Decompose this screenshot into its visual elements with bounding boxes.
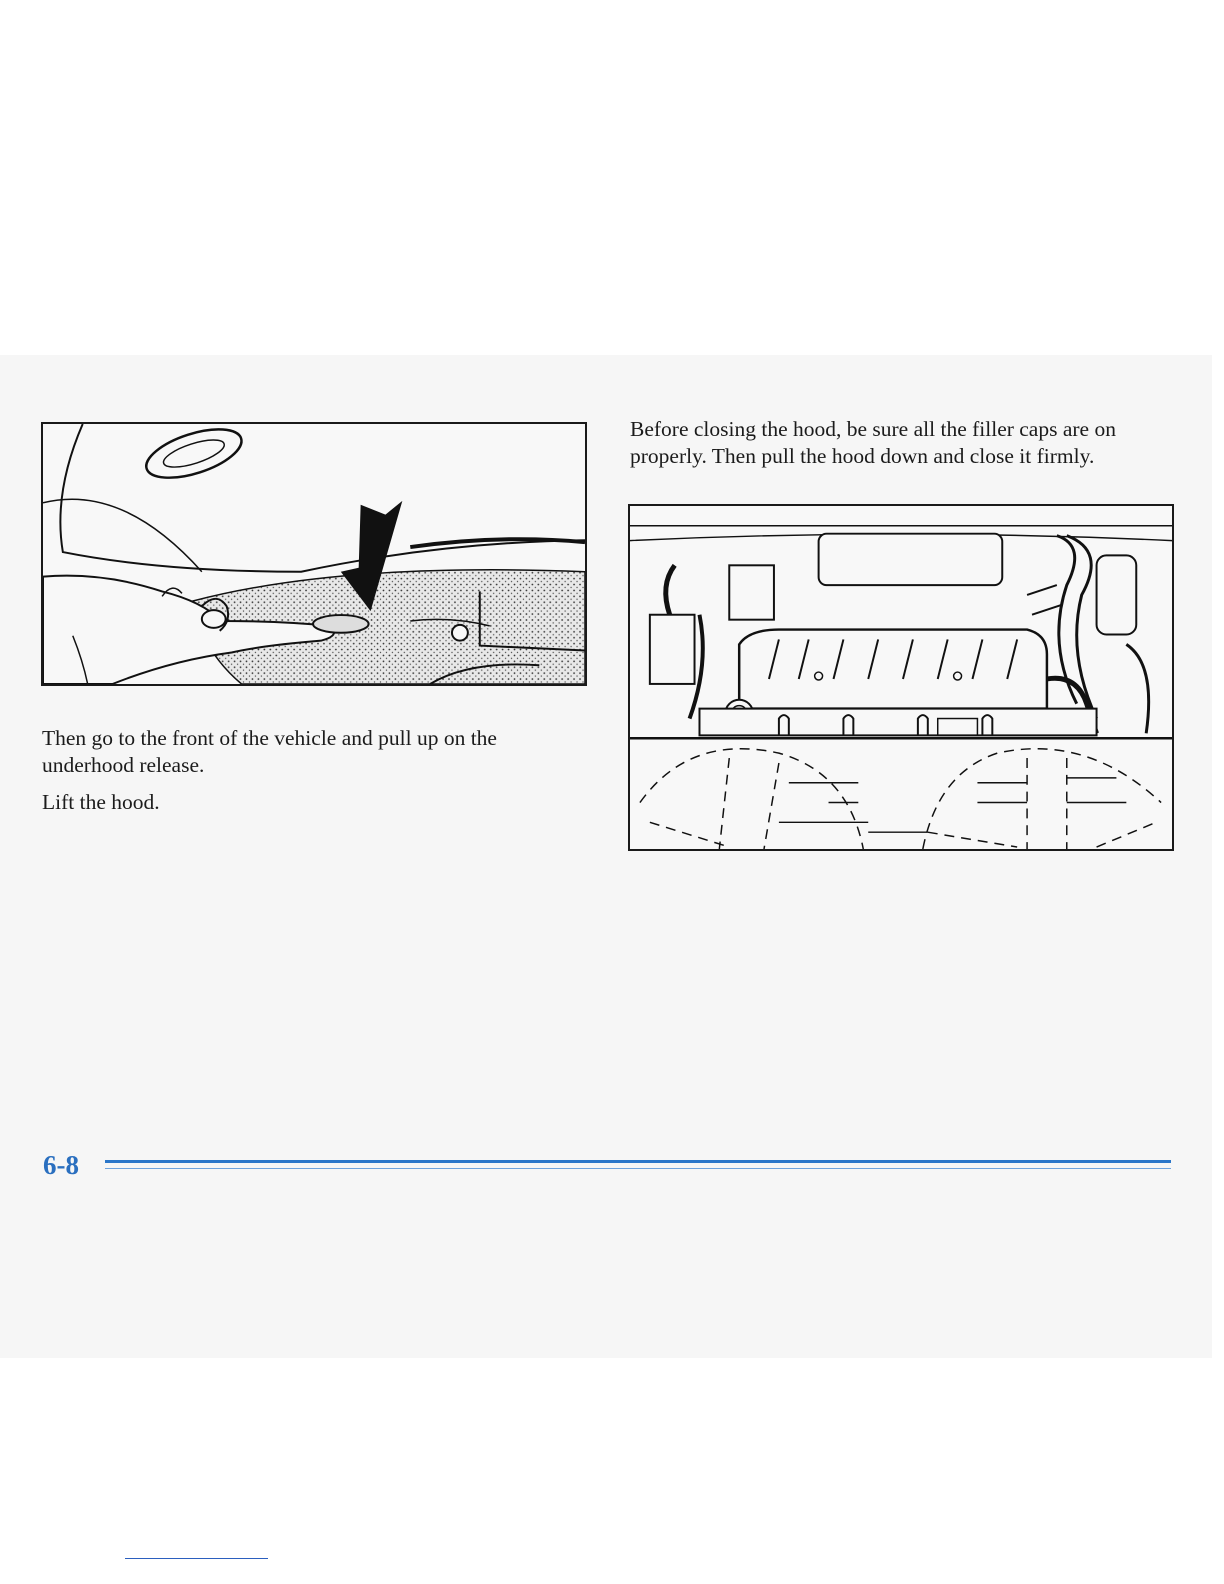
paragraph-before-closing: Before closing the hood, be sure all the filler caps are on properly. Then pull the hood down and close it firmly. bbox=[630, 417, 1116, 468]
hood-release-drawing bbox=[43, 424, 585, 684]
hood-release-illustration bbox=[41, 422, 587, 686]
footer-rule bbox=[105, 1160, 1171, 1163]
page-number: 6-8 bbox=[43, 1150, 79, 1180]
footer-rule-thin bbox=[105, 1168, 1171, 1169]
manual-page bbox=[0, 355, 1212, 1358]
engine-drawing bbox=[630, 506, 1172, 849]
bottom-link-underline bbox=[125, 1558, 268, 1559]
engine-compartment-illustration bbox=[628, 504, 1174, 851]
paragraph-lift-hood: Lift the hood. bbox=[42, 790, 160, 814]
paragraph-then-go: Then go to the front of the vehicle and pull up on the underhood release. bbox=[42, 726, 497, 777]
